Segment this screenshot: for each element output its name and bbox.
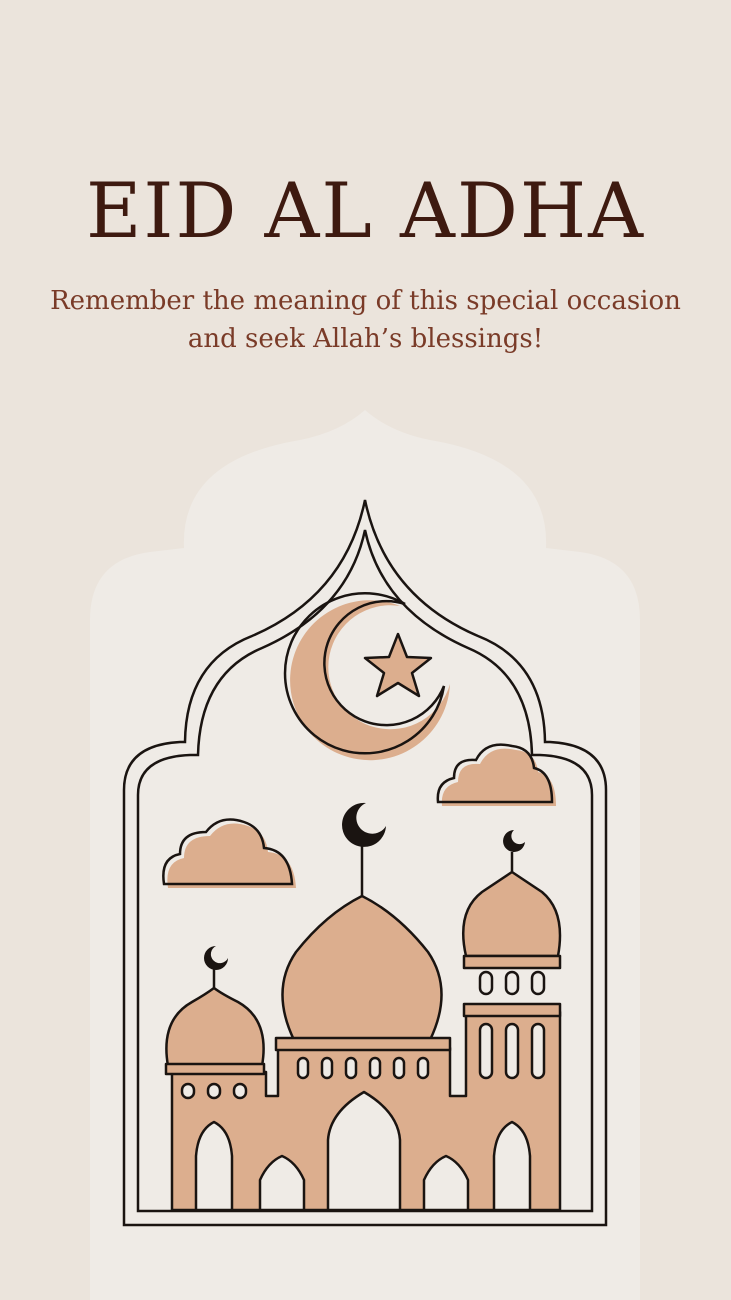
subtitle-line-2: and seek Allah’s blessings!: [187, 324, 544, 354]
mosque-illustration: [0, 400, 731, 1300]
page-title: EID AL ADHA: [85, 165, 646, 255]
subtitle: [0, 282, 731, 358]
subtitle-line-1: Remember the meaning of this special occasion: [50, 286, 681, 316]
